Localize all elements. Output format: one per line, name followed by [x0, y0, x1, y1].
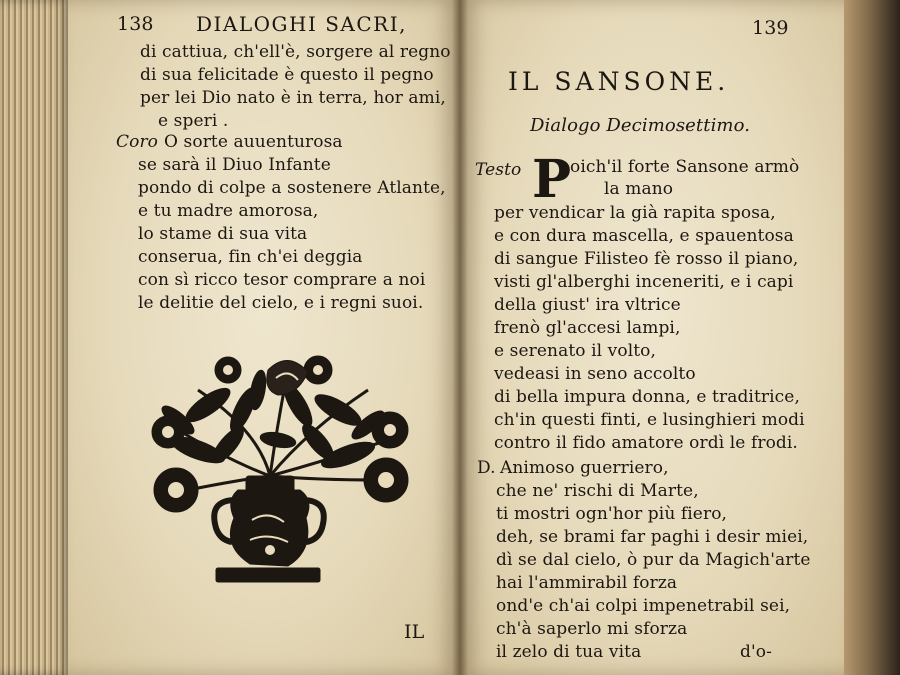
right-catchword: d'o-	[740, 642, 772, 662]
chorus-speaker: Coro	[116, 132, 159, 152]
left-catchword: IL	[404, 621, 425, 643]
d-line-4: deh, se brami far paghi i desir miei,	[496, 527, 809, 547]
chorus-line-7: con sì ricco tesor comprare a noi	[138, 270, 426, 290]
d-line-3: ti mostri ogn'hor più fiero,	[496, 504, 728, 524]
d-line-5: dì se dal cielo, ò pur da Magich'arte	[496, 550, 811, 570]
speaker-d: D.	[477, 458, 496, 478]
right-page-number: 139	[752, 17, 789, 39]
d-line-9: il zelo di tua vita	[496, 642, 642, 662]
right-line-2: e con dura mascella, e spauentosa	[494, 226, 794, 246]
right-line-9: di bella impura donna, e traditrice,	[494, 387, 800, 407]
d-line-7: ond'e ch'ai colpi impenetrabil sei,	[496, 596, 791, 616]
left-running-head: DIALOGHI SACRI,	[196, 12, 407, 36]
chorus-line-6: conserua, fin ch'ei deggia	[138, 247, 363, 267]
right-line-4: visti gl'alberghi inceneriti, e i capi	[494, 272, 794, 292]
chorus-line-8: le delitie del cielo, e i regni suoi.	[138, 293, 424, 313]
chorus-line-2: se sarà il Diuo Infante	[138, 155, 331, 175]
right-line-11: contro il fido amatore ordì le frodi.	[494, 433, 798, 453]
right-page-edges	[842, 0, 900, 675]
d-line-6: hai l'ammirabil forza	[496, 573, 678, 593]
right-line-5: della giust' ira vltrice	[494, 295, 681, 315]
d-line-1: Animoso guerriero,	[500, 458, 669, 478]
d-line-2: che ne' rischi di Marte,	[496, 481, 699, 501]
left-line-1: di cattiua, ch'ell'è, sorgere al regno	[140, 42, 451, 62]
chorus-line-1: O sorte auuenturosa	[164, 132, 343, 152]
drop-cap: P	[532, 149, 572, 210]
chorus-line-5: lo stame di sua vita	[138, 224, 308, 244]
testo-label: Testo	[475, 160, 522, 180]
right-first-line: oich'il forte Sansone armò	[570, 157, 800, 177]
chorus-line-4: e tu madre amorosa,	[138, 201, 319, 221]
d-line-8: ch'à saperlo mi sforza	[496, 619, 688, 639]
right-line-6: frenò gl'accesi lampi,	[494, 318, 681, 338]
left-page-number: 138	[117, 13, 154, 35]
book-gutter	[452, 0, 468, 675]
left-line-4: e speri .	[158, 111, 229, 131]
right-line-7: e serenato il volto,	[494, 341, 657, 361]
left-page-edges	[0, 0, 70, 675]
right-line-8: vedeasi in seno accolto	[494, 364, 696, 384]
right-line-1: per vendicar la già rapita sposa,	[494, 203, 776, 223]
right-line-10: ch'in questi finti, e lusinghieri modi	[494, 410, 805, 430]
left-line-2: di sua felicitade è questo il pegno	[140, 65, 434, 85]
chapter-subtitle: Dialogo Decimosettimo.	[530, 115, 751, 136]
right-line-3: di sangue Filisteo fè rosso il piano,	[494, 249, 799, 269]
left-line-3: per lei Dio nato è in terra, hor ami,	[140, 88, 446, 108]
right-second-line: la mano	[604, 179, 674, 199]
chapter-title: IL SANSONE.	[508, 67, 730, 96]
chorus-line-3: pondo di colpe a sostenere Atlante,	[138, 178, 446, 198]
woodcut-flower-vase-illustration	[138, 350, 438, 595]
